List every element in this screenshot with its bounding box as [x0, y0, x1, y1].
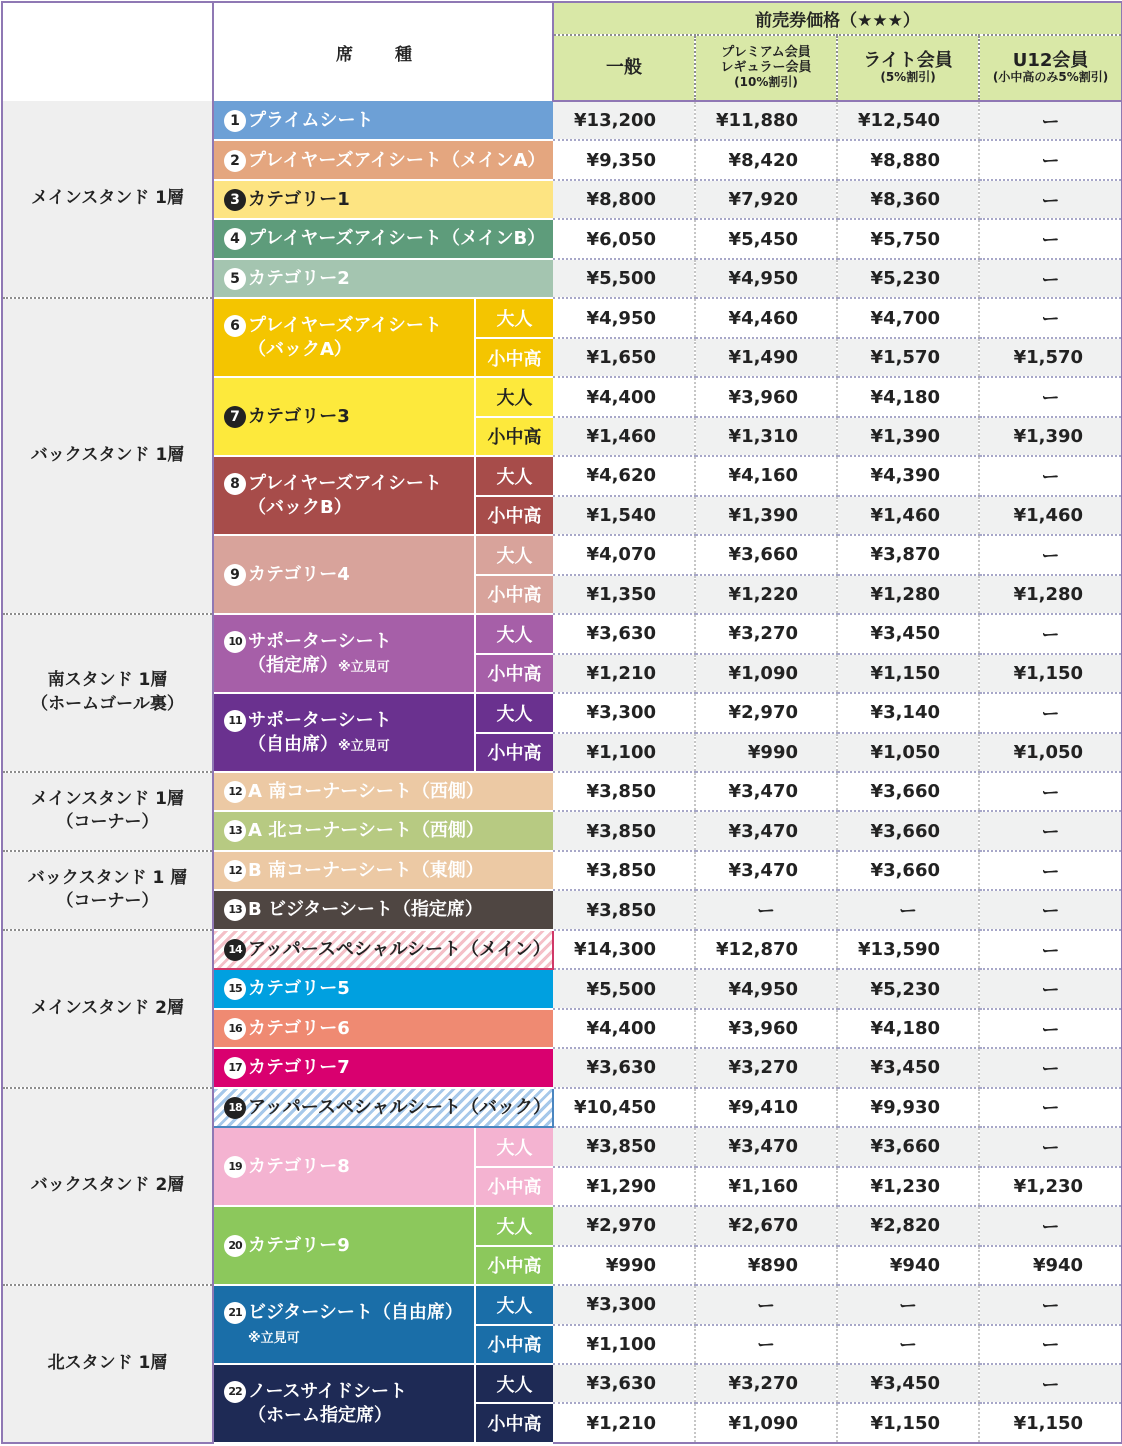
seat-type-cell[interactable] [213, 298, 475, 377]
table-row [2, 851, 1122, 890]
price-cell: ー [979, 1285, 1122, 1324]
price-cell: ー [979, 930, 1122, 969]
area-name-line: バックスタンド 1 層 [27, 867, 188, 888]
seat-label: プレイヤーズアイシート [248, 315, 442, 337]
price-cell: ー [837, 1285, 979, 1324]
price-cell: ー [979, 1325, 1122, 1364]
seat-type-cell[interactable] [213, 811, 553, 850]
price-cell: ¥3,270 [695, 1364, 837, 1403]
seat-label: サポーターシート [248, 631, 392, 653]
price-cell: ¥1,280 [837, 575, 979, 614]
price-cell: ¥1,570 [837, 338, 979, 377]
price-cell: ー [695, 890, 837, 929]
price-cell: ー [979, 614, 1122, 653]
price-cell: ¥1,150 [979, 1403, 1122, 1443]
seat-number-badge: 14 [224, 939, 246, 961]
price-cell: ¥8,880 [837, 140, 979, 179]
price-cell: ¥1,100 [553, 733, 695, 772]
price-cell: ¥3,630 [553, 1364, 695, 1403]
price-cell: ¥13,590 [837, 930, 979, 969]
price-cell: ー [979, 456, 1122, 495]
price-cell: ¥1,650 [553, 338, 695, 377]
price-cell: ¥1,150 [837, 654, 979, 693]
area-name-line: メインスタンド 2層 [31, 997, 184, 1018]
age-label-student: 小中高 [475, 338, 553, 377]
seat-label: B ビジターシート（指定席） [248, 899, 483, 921]
seat-number-badge: 15 [224, 978, 246, 1000]
price-cell: ー [979, 969, 1122, 1008]
age-label-student: 小中高 [475, 1167, 553, 1206]
price-cell: ¥3,850 [553, 1127, 695, 1166]
price-cell: ¥4,180 [837, 1009, 979, 1048]
seat-label: プライムシート [248, 109, 374, 131]
seat-label-sub: （自由席） [248, 733, 338, 755]
price-cell: ¥5,500 [553, 969, 695, 1008]
price-cell: ¥3,300 [553, 693, 695, 732]
seat-label: プレイヤーズアイシート [248, 473, 442, 495]
price-cell: ¥3,630 [553, 1048, 695, 1087]
price-cell: ¥14,300 [553, 930, 695, 969]
price-cell: ー [979, 101, 1122, 140]
price-cell: ー [979, 298, 1122, 337]
price-cell: ¥1,090 [695, 1403, 837, 1443]
seat-number-badge: 4 [224, 228, 246, 250]
age-label-student: 小中高 [475, 1246, 553, 1285]
price-cell: ¥1,160 [695, 1167, 837, 1206]
price-cell: ¥990 [553, 1246, 695, 1285]
header-presale-price: 前売券価格（★★★） [553, 2, 1122, 35]
price-cell: ¥2,820 [837, 1206, 979, 1245]
price-cell: ¥1,390 [695, 496, 837, 535]
area-cell [2, 1285, 213, 1443]
price-cell: ー [979, 1206, 1122, 1245]
price-cell: ¥3,450 [837, 1364, 979, 1403]
header-light-discount: (5%割引) [880, 70, 936, 85]
seat-number-badge: 21 [224, 1302, 246, 1324]
seat-label: カテゴリー7 [248, 1057, 350, 1079]
seat-type-cell[interactable] [213, 1009, 553, 1048]
area-cell [2, 298, 213, 614]
price-cell: ¥4,700 [837, 298, 979, 337]
price-cell: ¥5,230 [837, 969, 979, 1008]
area-cell [2, 851, 213, 930]
seat-label: ノースサイドシート [248, 1381, 407, 1403]
seat-number-badge: 8 [224, 473, 246, 495]
header-light-label: ライト会員 [863, 49, 953, 71]
seat-type-cell[interactable] [213, 377, 475, 456]
seat-type-cell[interactable] [213, 535, 475, 614]
price-cell: ¥1,460 [837, 496, 979, 535]
price-cell: ¥1,390 [837, 417, 979, 456]
seat-label: カテゴリー1 [248, 188, 350, 210]
price-cell: ¥8,420 [695, 140, 837, 179]
area-cell [2, 772, 213, 851]
age-label-adult: 大人 [475, 1127, 553, 1166]
table-row [2, 298, 1122, 337]
price-cell: ¥9,350 [553, 140, 695, 179]
area-cell [2, 1088, 213, 1285]
seat-label-sub: （ホーム指定席） [248, 1404, 392, 1426]
price-cell: ¥4,950 [695, 259, 837, 298]
seat-type-cell[interactable] [213, 1088, 553, 1127]
price-cell: ¥4,070 [553, 535, 695, 574]
price-cell: ー [979, 890, 1122, 929]
seat-label-sub: （バックB） [248, 496, 352, 518]
price-cell: ¥10,450 [553, 1088, 695, 1127]
header-light [837, 35, 979, 101]
age-label-student: 小中高 [475, 417, 553, 456]
seat-number-badge: 13 [224, 899, 246, 921]
price-cell: ー [979, 811, 1122, 850]
header-u12-discount: (小中高のみ5%割引) [992, 70, 1109, 85]
age-label-adult: 大人 [475, 377, 553, 416]
age-label-student: 小中高 [475, 654, 553, 693]
seat-type-cell[interactable] [213, 851, 553, 890]
price-cell: ¥1,230 [979, 1167, 1122, 1206]
table-row [2, 1285, 1122, 1324]
price-cell: ¥1,150 [979, 654, 1122, 693]
price-cell: ¥4,460 [695, 298, 837, 337]
area-name-line: （コーナー） [56, 891, 159, 912]
price-cell: ¥990 [695, 733, 837, 772]
area-cell [2, 614, 213, 772]
seat-number-badge: 10 [224, 631, 246, 653]
price-cell: ¥940 [837, 1246, 979, 1285]
price-cell: ー [979, 219, 1122, 258]
price-cell: ー [979, 180, 1122, 219]
seat-label: A 北コーナーシート（西側） [248, 820, 484, 842]
seat-type-cell[interactable] [213, 1285, 475, 1364]
area-cell [2, 101, 213, 298]
price-cell: ¥3,270 [695, 1048, 837, 1087]
price-cell: ¥3,470 [695, 772, 837, 811]
header-area-blank [2, 2, 213, 101]
price-cell: ¥5,450 [695, 219, 837, 258]
age-label-student: 小中高 [475, 1325, 553, 1364]
header-u12 [979, 35, 1122, 101]
seat-note: ※立見可 [248, 1330, 300, 1346]
price-cell: ー [979, 693, 1122, 732]
price-cell: ¥3,850 [553, 811, 695, 850]
price-cell: ¥3,660 [837, 851, 979, 890]
seat-label: カテゴリー9 [248, 1234, 350, 1256]
seat-label: アッパースペシャルシート（メイン） [248, 938, 551, 960]
price-cell: ー [979, 851, 1122, 890]
seat-number-badge: 22 [224, 1381, 246, 1403]
header-seat-type: 席 種 [213, 2, 553, 101]
price-cell: ー [979, 535, 1122, 574]
seat-type-cell[interactable] [213, 890, 553, 929]
price-cell: ¥3,270 [695, 614, 837, 653]
price-cell: ¥13,200 [553, 101, 695, 140]
price-cell: ¥3,470 [695, 851, 837, 890]
price-cell: ¥1,210 [553, 1403, 695, 1443]
seat-type-cell[interactable] [213, 1127, 475, 1206]
price-cell: ¥1,460 [979, 496, 1122, 535]
seat-label: ビジターシート（自由席） [248, 1302, 463, 1324]
seat-number-badge: 7 [224, 406, 246, 428]
price-cell: ¥3,660 [695, 535, 837, 574]
seat-type-cell[interactable] [213, 1364, 475, 1443]
seat-number-badge: 20 [224, 1235, 246, 1257]
header-premium-label: プレミアム会員 [721, 45, 811, 61]
price-cell: ー [837, 1325, 979, 1364]
price-cell: ¥5,750 [837, 219, 979, 258]
age-label-adult: 大人 [475, 1206, 553, 1245]
area-name-line: バックスタンド 2層 [30, 1175, 185, 1196]
price-cell: ¥4,620 [553, 456, 695, 495]
price-cell: ¥5,230 [837, 259, 979, 298]
seat-type-cell[interactable] [213, 772, 553, 811]
seat-number-badge: 2 [224, 150, 246, 172]
price-table [1, 1, 1122, 1444]
price-cell: ¥3,660 [837, 811, 979, 850]
price-cell: ¥12,540 [837, 101, 979, 140]
seat-label: カテゴリー6 [248, 1017, 350, 1039]
price-cell: ¥890 [695, 1246, 837, 1285]
price-cell: ¥3,450 [837, 614, 979, 653]
price-cell: ー [695, 1285, 837, 1324]
seat-type-cell[interactable] [213, 969, 553, 1008]
seat-number-badge: 6 [224, 315, 246, 337]
seat-label-sub: （バックA） [248, 338, 352, 360]
price-cell: ¥2,970 [695, 693, 837, 732]
price-cell: ー [979, 1088, 1122, 1127]
price-cell: ¥8,800 [553, 180, 695, 219]
age-label-student: 小中高 [475, 496, 553, 535]
price-cell: ¥6,050 [553, 219, 695, 258]
price-cell: ¥9,410 [695, 1088, 837, 1127]
seat-type-cell[interactable] [213, 614, 475, 693]
price-cell: ¥1,220 [695, 575, 837, 614]
price-cell: ¥12,870 [695, 930, 837, 969]
price-cell: ¥3,660 [837, 1127, 979, 1166]
price-cell: ¥3,850 [553, 890, 695, 929]
area-name-line: （ホームゴール裏） [31, 694, 184, 715]
price-cell: ¥8,360 [837, 180, 979, 219]
price-cell: ー [979, 1364, 1122, 1403]
seat-type-cell[interactable] [213, 219, 553, 258]
table-row [2, 614, 1122, 653]
seat-number-badge: 18 [224, 1097, 246, 1119]
price-cell: ¥1,090 [695, 654, 837, 693]
price-cell: ¥1,230 [837, 1167, 979, 1206]
price-cell: ¥9,930 [837, 1088, 979, 1127]
seat-type-cell[interactable] [213, 259, 553, 298]
price-cell: ¥1,490 [695, 338, 837, 377]
price-cell: ¥3,300 [553, 1285, 695, 1324]
seat-type-cell[interactable] [213, 456, 475, 535]
price-cell: ー [979, 140, 1122, 179]
price-cell: ー [837, 890, 979, 929]
seat-number-badge: 13 [224, 820, 246, 842]
seat-label: カテゴリー5 [248, 978, 350, 1000]
table-row [2, 772, 1122, 811]
price-cell: ¥1,390 [979, 417, 1122, 456]
seat-type-cell[interactable] [213, 140, 553, 179]
seat-type-cell[interactable] [213, 180, 553, 219]
price-cell: ¥1,310 [695, 417, 837, 456]
price-cell: ー [979, 1009, 1122, 1048]
age-label-adult: 大人 [475, 693, 553, 732]
price-cell: ¥3,850 [553, 851, 695, 890]
price-cell: ¥1,100 [553, 1325, 695, 1364]
price-cell: ー [979, 377, 1122, 416]
age-label-adult: 大人 [475, 614, 553, 653]
seat-type-cell[interactable] [213, 930, 553, 969]
header-premium-regular [695, 35, 837, 101]
price-cell: ー [979, 1127, 1122, 1166]
area-cell [2, 930, 213, 1088]
seat-type-cell[interactable] [213, 1206, 475, 1285]
price-cell: ¥4,180 [837, 377, 979, 416]
price-cell: ¥1,350 [553, 575, 695, 614]
price-cell: ¥1,540 [553, 496, 695, 535]
seat-number-badge: 12 [224, 860, 246, 882]
price-cell: ¥2,970 [553, 1206, 695, 1245]
price-cell: ¥3,450 [837, 1048, 979, 1087]
age-label-student: 小中高 [475, 733, 553, 772]
area-name-line: （コーナー） [56, 812, 159, 833]
age-label-student: 小中高 [475, 1403, 553, 1443]
seat-number-badge: 19 [224, 1156, 246, 1178]
price-cell: ー [979, 1048, 1122, 1087]
price-cell: ¥1,050 [979, 733, 1122, 772]
price-cell: ¥3,960 [695, 377, 837, 416]
seat-label-sub: （指定席） [248, 654, 338, 676]
price-cell: ¥1,460 [553, 417, 695, 456]
age-label-adult: 大人 [475, 1364, 553, 1403]
seat-label: プレイヤーズアイシート（メインA） [248, 149, 546, 171]
header-general [553, 35, 695, 101]
age-label-student: 小中高 [475, 575, 553, 614]
price-cell: ¥1,150 [837, 1403, 979, 1443]
price-cell: ¥1,570 [979, 338, 1122, 377]
price-cell: ¥4,390 [837, 456, 979, 495]
seat-type-cell[interactable] [213, 101, 553, 140]
price-cell: ¥4,400 [553, 1009, 695, 1048]
age-label-adult: 大人 [475, 1285, 553, 1324]
age-label-adult: 大人 [475, 456, 553, 495]
price-cell: ¥1,050 [837, 733, 979, 772]
seat-number-badge: 11 [224, 710, 246, 732]
seat-label: B 南コーナーシート（東側） [248, 859, 484, 881]
seat-type-cell[interactable] [213, 1048, 553, 1087]
price-cell: ¥1,290 [553, 1167, 695, 1206]
price-cell: ¥4,950 [695, 969, 837, 1008]
price-cell: ¥3,960 [695, 1009, 837, 1048]
seat-label: カテゴリー4 [248, 563, 350, 585]
price-cell: ー [695, 1325, 837, 1364]
price-cell: ¥3,470 [695, 811, 837, 850]
seat-type-cell[interactable] [213, 693, 475, 772]
seat-label: アッパースペシャルシート（バック） [248, 1096, 552, 1118]
price-cell: ー [979, 259, 1122, 298]
price-cell: ¥940 [979, 1246, 1122, 1285]
price-cell: ¥3,850 [553, 772, 695, 811]
seat-number-badge: 17 [224, 1057, 246, 1079]
seat-number-badge: 1 [224, 110, 246, 132]
area-name-line: 北スタンド 1層 [47, 1353, 168, 1374]
seat-label: A 南コーナーシート（西側） [248, 781, 484, 802]
seat-number-badge: 9 [224, 564, 246, 586]
seat-number-badge: 5 [224, 268, 246, 290]
seat-number-badge: 3 [224, 189, 246, 211]
area-name-line: メインスタンド 1層 [31, 188, 184, 209]
price-cell: ¥3,140 [837, 693, 979, 732]
header-premium-discount: (10%割引) [734, 75, 798, 90]
price-cell: ¥4,950 [553, 298, 695, 337]
price-cell: ¥1,280 [979, 575, 1122, 614]
price-cell: ¥7,920 [695, 180, 837, 219]
price-cell: ¥1,210 [553, 654, 695, 693]
seat-label: カテゴリー2 [248, 267, 350, 289]
seat-number-badge: 12 [224, 781, 246, 803]
seat-label: プレイヤーズアイシート（メインB） [248, 228, 546, 250]
price-cell: ¥4,160 [695, 456, 837, 495]
seat-number-badge: 16 [224, 1018, 246, 1040]
age-label-adult: 大人 [475, 535, 553, 574]
header-general-label: 一般 [606, 56, 643, 78]
price-cell: ー [979, 772, 1122, 811]
area-name-line: メインスタンド 1層 [31, 788, 184, 809]
seat-label: カテゴリー3 [248, 406, 350, 428]
price-cell: ¥3,870 [837, 535, 979, 574]
seat-note: ※立見可 [338, 738, 390, 754]
header-regular-label: レギュラー会員 [720, 60, 812, 76]
seat-label: カテゴリー8 [248, 1155, 350, 1177]
age-label-adult: 大人 [475, 298, 553, 337]
area-name-line: バックスタンド 1層 [30, 445, 185, 466]
seat-label: サポーターシート [248, 710, 392, 732]
price-cell: ¥3,470 [695, 1127, 837, 1166]
price-cell: ¥3,630 [553, 614, 695, 653]
table-row [2, 930, 1122, 969]
price-cell: ¥2,670 [695, 1206, 837, 1245]
price-cell: ¥5,500 [553, 259, 695, 298]
area-name-line: 南スタンド 1層 [47, 670, 168, 691]
price-cell: ¥4,400 [553, 377, 695, 416]
header-u12-label: U12会員 [1012, 49, 1089, 71]
price-cell: ¥11,880 [695, 101, 837, 140]
seat-note: ※立見可 [338, 659, 390, 675]
price-cell: ¥3,660 [837, 772, 979, 811]
table-row [2, 101, 1122, 140]
table-row [2, 1088, 1122, 1127]
